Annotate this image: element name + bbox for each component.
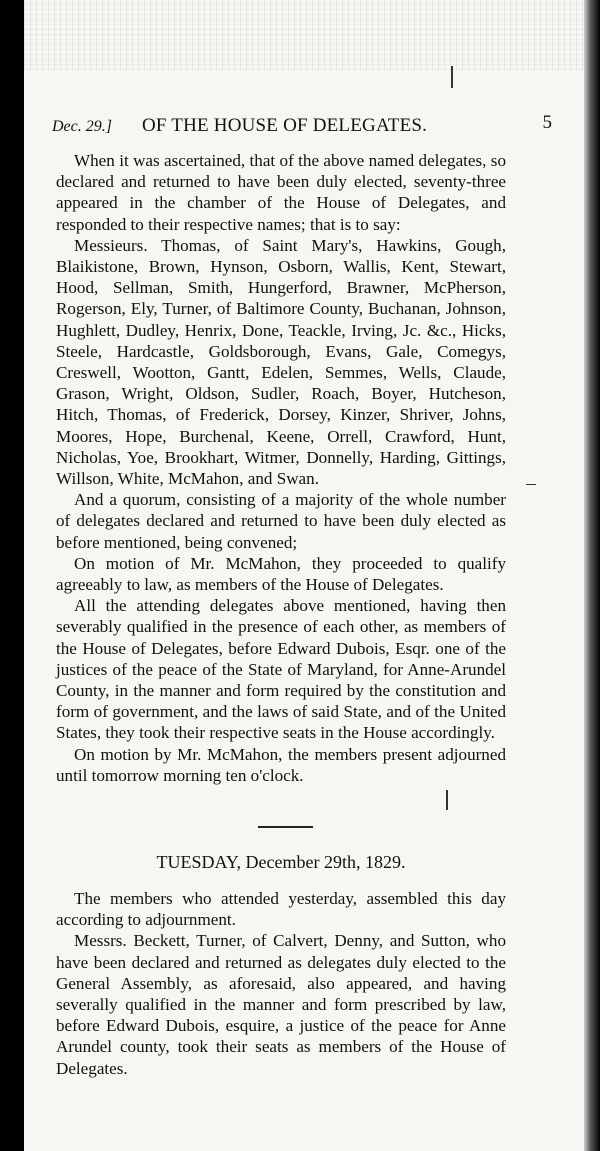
paragraph: When it was ascertained, that of the above named delegates, so declared and returned to have been duly elected, seventy-three appeared in the chamber of the House of Delegates, and responded to their respective names; that is to say: (56, 151, 506, 234)
paragraph: The members who attended yesterday, assembled this day according to adjournment. (56, 889, 506, 930)
paragraph: Messieurs. Thomas, of Saint Mary's, Hawkins, Gough, Blaikistone, Brown, Hynson, Osborn, Wallis, Kent, Stewart, Hood, Sellman, Smith, Hungerford, Brawner, McPherson, Rogerson, Ely, Turner, of Baltimore County, Buchanan, Johnson, Hughlett, Dudley, Henrix, Done, Teackle, Irving, Jc. &c., Hicks, Steele, Hardcastle, Goldsborough, Evans, Gale, Comegys, Creswell, Wootton, Gantt, Edelen, Semmes, Wells, Claude, Grason, Wright, Oldson, Sudler, Roach, Boyer, Hutcheson, Hitch, Thomas, of Frederick, Dorsey, Kinzer, Shriver, Johns, Moores, Hope, Burchenal, Keene, Orrell, Crawford, Hunt, Nicholas, Yoe, Brookhart, Witmer, Donnelly, Harding, Gittings, Willson, White, McMahon, and Swan. (56, 235, 506, 489)
paragraph: On motion of Mr. McMahon, they proceeded to qualify agreeably to law, as members of the House of Delegates. (56, 553, 506, 595)
scan-mark (526, 484, 536, 485)
header-date: Dec. 29.] (52, 118, 112, 135)
section-divider (258, 826, 313, 828)
scan-right-edge (584, 0, 600, 1151)
paragraph: And a quorum, consisting of a majority of the whole number of delegates declared and returned to have been duly elected as before mentioned, being convened; (56, 490, 506, 552)
paragraph: All the attending delegates above mentioned, having then severably qualified in the presence of each other, as members of the House of Delegates, before Edward Dubois, Esqr. one of the justices of the peace of the State of Maryland, for Anne-Arundel County, in the manner and form required by the constitution and form of government, and the laws of said State, and of the United States, they took their respective seats in the House accordingly. (56, 596, 506, 743)
paragraph: Messrs. Beckett, Turner, of Calvert, Denny, and Sutton, who have been declared and returned as delegates duly elected to the General Assembly, as aforesaid, also appeared, and having severally qualified in the manner and form prescribed by law, before Edward Dubois, esquire, a justice of the peace for Anne Arundel county, took their seats as members of the House of Delegates. (56, 931, 506, 1078)
header-title: OF THE HOUSE OF DELEGATES. (142, 115, 428, 136)
proceedings-text-2 (56, 888, 506, 1079)
proceedings-text (56, 150, 506, 786)
scan-mark (446, 790, 448, 810)
scan-mark (451, 66, 453, 88)
page-number: 5 (542, 112, 552, 133)
scan-left-edge (0, 0, 24, 1151)
section-heading: TUESDAY, December 29th, 1829. (156, 852, 406, 872)
running-header (40, 112, 560, 142)
scan-bleed-through (24, 0, 584, 70)
paragraph: On motion by Mr. McMahon, the members present adjourned until tomorrow morning ten o'clock. (56, 744, 506, 785)
